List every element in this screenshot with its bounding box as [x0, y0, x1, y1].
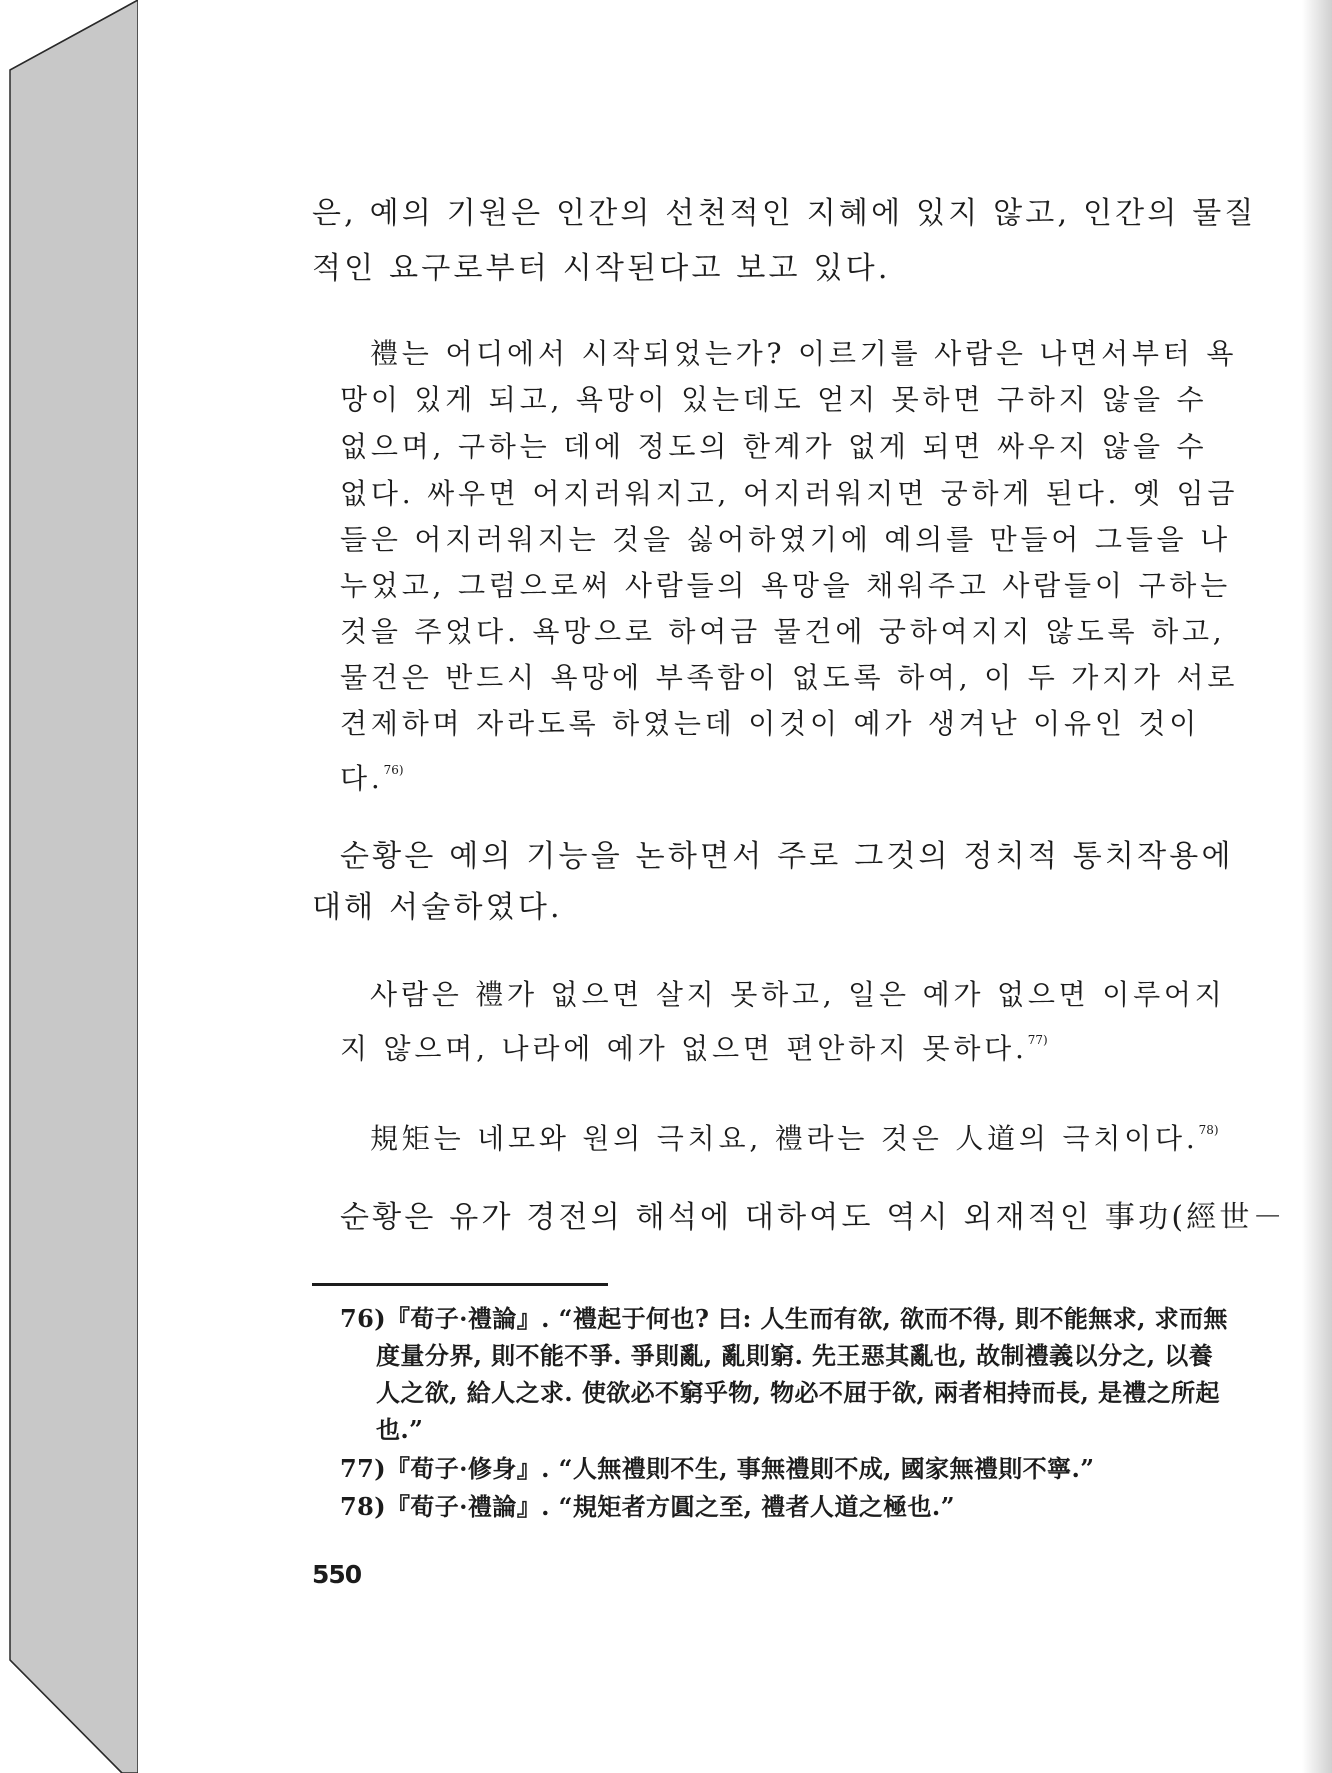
footnote-ref-76: 76) — [383, 763, 404, 777]
page-edge-shadow — [1302, 0, 1332, 1773]
body-line-5: 순황은 유가 경전의 해석에 대하여도 역시 외재적인 事功(經世－ — [340, 1200, 1286, 1235]
quote-77-last-text: 지 않으며, 나라에 예가 없으면 편안하지 못하다. — [340, 1032, 1028, 1065]
footnote-76-line-1: 76)『荀子·禮論』. “禮起于何也? 曰: 人生而有欲, 欲而不得, 則不能無求, 求而無 — [340, 1304, 1228, 1333]
footnote-ref-77: 77) — [1027, 1033, 1048, 1047]
quote-76-line-7: 것을 주었다. 욕망으로 하여금 물건에 궁하여지지 않도록 하고, — [340, 615, 1226, 648]
quote-76-line-6: 누었고, 그럼으로써 사람들의 욕망을 채워주고 사람들이 구하는 — [340, 569, 1231, 602]
page-number: 550 — [312, 1560, 362, 1589]
quote-78-text: 規矩는 네모와 원의 극치요, 禮라는 것은 人道의 극치이다. — [370, 1122, 1199, 1155]
footnote-76-line-4: 也.” — [376, 1415, 424, 1444]
quote-76-line-9: 견제하며 자라도록 하였는데 이것이 예가 생겨난 이유인 것이 — [340, 707, 1201, 740]
body-line-3: 순황은 예의 기능을 논하면서 주로 그것의 정치적 통치작용에 — [340, 839, 1234, 874]
quote-76-line-5: 들은 어지러워지는 것을 싫어하였기에 예의를 만들어 그들을 나 — [340, 523, 1231, 556]
body-line-4: 대해 서술하였다. — [312, 890, 563, 925]
footnote-78: 78)『荀子·禮論』. “規矩者方圓之至, 禮者人道之極也.” — [340, 1492, 955, 1521]
quote-76-line-1: 禮는 어디에서 시작되었는가? 이르기를 사람은 나면서부터 욕 — [370, 337, 1238, 370]
footnote-76-line-2: 度量分界, 則不能不爭. 爭則亂, 亂則窮. 先王惡其亂也, 故制禮義以分之, 以養 — [376, 1341, 1214, 1370]
footnote-77: 77)『荀子·修身』. “人無禮則不生, 事無禮則不成, 國家無禮則不寧.” — [340, 1454, 1095, 1483]
quote-77-line-2 — [340, 1020, 1048, 1069]
quote-76-line-10 — [340, 750, 404, 799]
footnote-76-line-3: 人之欲, 給人之求. 使欲必不窮乎物, 物必不屈于欲, 兩者相持而長, 是禮之所起 — [376, 1378, 1220, 1407]
quote-76-line-4: 없다. 싸우면 어지러워지고, 어지러워지면 궁하게 된다. 옛 임금 — [340, 477, 1239, 510]
quote-76-last-text: 다. — [340, 762, 384, 795]
quote-76-line-3: 없으며, 구하는 데에 정도의 한계가 없게 되면 싸우지 않을 수 — [340, 430, 1208, 463]
quote-77-line-1: 사람은 禮가 없으면 살지 못하고, 일은 예가 없으면 이루어지 — [370, 978, 1226, 1011]
quote-76-line-2: 망이 있게 되고, 욕망이 있는데도 얻지 못하면 구하지 않을 수 — [340, 383, 1208, 416]
body-line-2: 적인 요구로부터 시작된다고 보고 있다. — [312, 251, 891, 286]
footnote-divider — [312, 1283, 608, 1286]
body-line-1: 은, 예의 기원은 인간의 선천적인 지혜에 있지 않고, 인간의 물질 — [312, 196, 1257, 231]
quote-76-line-8: 물건은 반드시 욕망에 부족함이 없도록 하여, 이 두 가지가 서로 — [340, 661, 1239, 694]
quote-78-line — [370, 1110, 1219, 1159]
footnote-ref-78: 78) — [1198, 1123, 1219, 1137]
